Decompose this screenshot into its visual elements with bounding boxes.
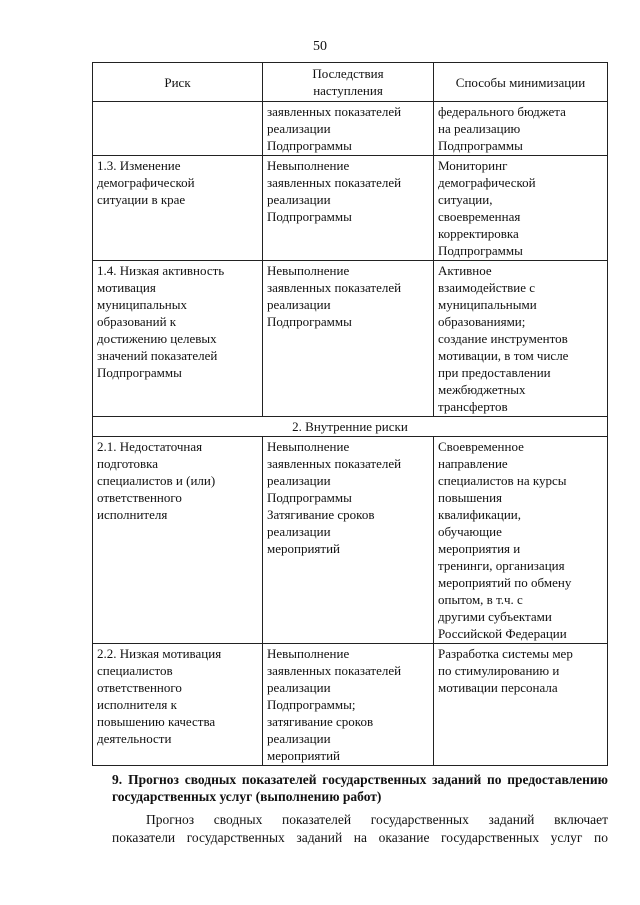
consequences-cell-line: Невыполнение [267,439,350,454]
risk-cell [93,102,263,156]
table-row [93,644,608,766]
table-row [93,156,608,261]
header-risk: Риск [93,63,263,102]
mitigation-cell-line: Активное [438,263,492,278]
mitigation-cell-line: трансфертов [438,399,508,414]
risk-table [92,62,608,766]
section-heading-number: 9. [112,772,123,787]
mitigation-cell-line: Разработка системы мер [438,646,573,661]
consequences-cell-line: Невыполнение [267,263,350,278]
mitigation-cell [434,102,608,156]
mitigation-cell-line: Подпрограммы [438,243,523,258]
consequences-cell-line: реализации [267,473,331,488]
consequences-cell [263,261,434,417]
mitigation-cell [434,156,608,261]
consequences-cell-line: Подпрограммы [267,314,352,329]
risk-cell-line: 1.4. Низкая активность [97,263,225,278]
mitigation-cell-line: создание инструментов [438,331,568,346]
risk-cell-line: значений показателей [97,348,218,363]
table-row [93,261,608,417]
consequences-cell-line: реализации [267,297,331,312]
risk-cell-line: исполнителя к [97,697,177,712]
table-row [93,437,608,644]
consequences-cell-line: реализации [267,731,331,746]
risk-cell-line: ответственного [97,680,182,695]
risk-cell-line: исполнителя [97,507,168,522]
mitigation-cell-line: федерального бюджета [438,104,566,119]
mitigation-cell-line: Подпрограммы [438,138,523,153]
consequences-cell-line: реализации [267,121,331,136]
mitigation-cell-line: повышения [438,490,503,505]
risk-cell-line: достижению целевых [97,331,217,346]
mitigation-cell-line: обучающие [438,524,502,539]
risk-cell [93,261,263,417]
consequences-cell-line: реализации [267,524,331,539]
mitigation-cell-line: ситуации, [438,192,493,207]
consequences-cell [263,644,434,766]
consequences-cell-line: заявленных показателей [267,663,402,678]
consequences-cell-line: затягивание сроков [267,714,374,729]
mitigation-cell-line: Своевременное [438,439,524,454]
consequences-cell-line: заявленных показателей [267,280,402,295]
risk-cell-line: муниципальных [97,297,188,312]
mitigation-cell [434,261,608,417]
section-title: 2. Внутренние риски [93,417,608,437]
mitigation-cell-line: опытом, в т.ч. с [438,592,523,607]
risk-cell-line: 2.1. Недостаточная [97,439,203,454]
mitigation-cell-line: мотивации персонала [438,680,558,695]
consequences-cell-line: Подпрограммы; [267,697,356,712]
consequences-cell-line: заявленных показателей [267,175,402,190]
consequences-cell [263,156,434,261]
mitigation-cell-line: мероприятий по обмену [438,575,572,590]
risk-cell-line: деятельности [97,731,172,746]
header-consequences [263,63,434,102]
consequences-cell-line: мероприятий [267,541,340,556]
consequences-cell-line: Подпрограммы [267,209,352,224]
mitigation-cell-line: квалификации, [438,507,522,522]
mitigation-cell-line: тренинги, организация [438,558,565,573]
mitigation-cell-line: взаимодействие с [438,280,536,295]
header-consequences-line: наступления [313,83,383,98]
header-mitigation: Способы минимизации [434,63,608,102]
risk-cell-line: 2.2. Низкая мотивация [97,646,222,661]
mitigation-cell-line: Мониторинг [438,158,508,173]
consequences-cell-line: Подпрограммы [267,138,352,153]
risk-cell-line: подготовка [97,456,159,471]
page-number: 50 [313,39,327,54]
mitigation-cell-line: при предоставлении [438,365,551,380]
mitigation-cell-line: образованиями; [438,314,526,329]
risk-cell [93,156,263,261]
mitigation-cell-line: Российской Федерации [438,626,567,641]
mitigation-cell-line: демографической [438,175,536,190]
risk-cell-line: специалистов и (или) [97,473,216,488]
consequences-cell-line: Невыполнение [267,646,350,661]
header-consequences-line: Последствия [312,66,384,81]
mitigation-cell-line: межбюджетных [438,382,526,397]
risk-cell [93,437,263,644]
section-heading-text: Прогноз сводных показателей государственных заданий по предоставлению государственных услуг (выполнению работ) [112,772,608,804]
consequences-cell [263,102,434,156]
risk-cell-line: специалистов [97,663,173,678]
consequences-cell-line: реализации [267,192,331,207]
section-heading [112,771,608,805]
consequences-cell-line: Невыполнение [267,158,350,173]
risk-cell-line: ответственного [97,490,182,505]
risk-cell-line: Подпрограммы [97,365,182,380]
risk-cell-line: образований к [97,314,177,329]
mitigation-cell-line: мероприятия и [438,541,521,556]
mitigation-cell-line: мотивации, в том числе [438,348,569,363]
risk-cell-line: ситуации в крае [97,192,186,207]
risk-cell [93,644,263,766]
consequences-cell-line: Подпрограммы [267,490,352,505]
consequences-cell [263,437,434,644]
table-header-row [93,63,608,102]
mitigation-cell-line: специалистов на курсы [438,473,567,488]
risk-cell-line: демографической [97,175,195,190]
consequences-cell-line: Затягивание сроков [267,507,375,522]
mitigation-cell-line: на реализацию [438,121,521,136]
risk-cell-line: повышению качества [97,714,216,729]
consequences-cell-line: мероприятий [267,748,340,763]
risk-cell-line: мотивация [97,280,156,295]
mitigation-cell-line: корректировка [438,226,519,241]
section-row [93,417,608,437]
mitigation-cell-line: муниципальными [438,297,537,312]
mitigation-cell-line: своевременная [438,209,521,224]
consequences-cell-line: реализации [267,680,331,695]
mitigation-cell-line: по стимулированию и [438,663,560,678]
mitigation-cell [434,437,608,644]
mitigation-cell-line: другими субъектами [438,609,552,624]
body-paragraph [112,811,608,847]
risk-cell-line: 1.3. Изменение [97,158,181,173]
mitigation-cell-line: направление [438,456,508,471]
paragraph-line: Прогноз сводных показателей государственных заданий включает [146,812,608,827]
table-row [93,102,608,156]
consequences-cell-line: заявленных показателей [267,104,402,119]
mitigation-cell [434,644,608,766]
paragraph-line: показатели государственных заданий на оказание государственных услуг по [112,830,608,845]
consequences-cell-line: заявленных показателей [267,456,402,471]
